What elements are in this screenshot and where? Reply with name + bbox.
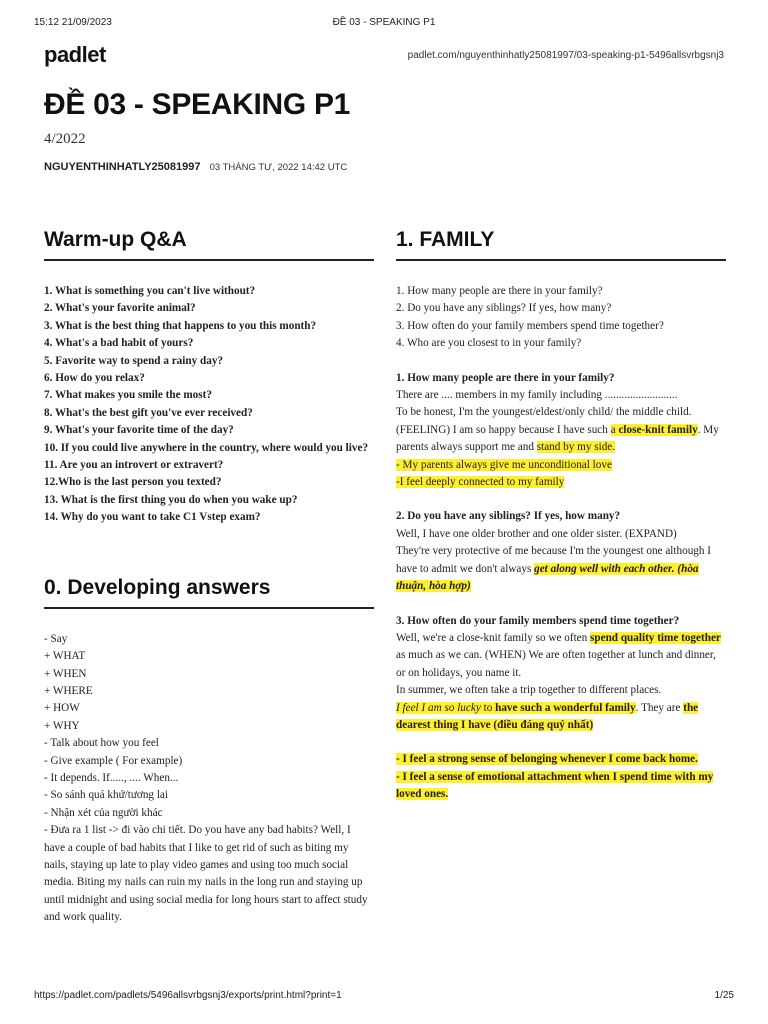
family-heading: 1. FAMILY xyxy=(396,228,726,261)
answer-line: Well, I have one older brother and one older sister. (EXPAND) xyxy=(396,527,677,540)
print-footer xyxy=(34,990,734,1004)
warmup-question: 7. What makes you smile the most? xyxy=(44,389,212,402)
answer-line: I feel I am so lucky to have such a wonderful family. They are the dearest thing I have (điều đáng quý nhất) xyxy=(396,701,699,731)
highlight-line: -I feel deeply connected to my family xyxy=(396,476,565,489)
answer-question-3: 3. How often do your family members spend time together? xyxy=(396,614,680,627)
highlight-phrase: I feel I am so lucky xyxy=(396,701,481,714)
family-question: 3. How often do your family members spend time together? xyxy=(396,319,664,332)
warmup-question: 3. What is the best thing that happens to you this month? xyxy=(44,319,317,332)
post-date: 03 THÁNG TƯ, 2022 14:42 UTC xyxy=(209,162,348,173)
developing-item: + WHEN xyxy=(44,667,87,680)
warmup-question: 6. How do you relax? xyxy=(44,372,145,385)
page-url[interactable]: padlet.com/nguyenthinhatly25081997/03-speaking-p1-5496allsvrbgsnj3 xyxy=(407,50,724,61)
answer-line: There are .... members in my family including .......................... xyxy=(396,389,678,402)
print-doc-title: ĐỀ 03 - SPEAKING P1 xyxy=(332,17,436,28)
warmup-question: 10. If you could live anywhere in the country, where would you live? xyxy=(44,441,369,454)
highlight-phrase: the dearest thing I have (điều đáng quý nhất) xyxy=(396,701,699,731)
family-content xyxy=(396,283,726,804)
developing-item: - So sánh quá khứ/tương lai xyxy=(44,789,169,802)
highlight-phrase: spend quality time together xyxy=(590,631,721,644)
highlight-line: - My parents always give me unconditional love xyxy=(396,458,612,471)
answer-line: (FEELING) I am so happy because I have such a close-knit family. My parents always support me and stand by my side. xyxy=(396,423,719,454)
warmup-question: 4. What's a bad habit of yours? xyxy=(44,337,194,350)
footer-url: https://padlet.com/padlets/5496allsvrbgsnj3/exports/print.html?print=1 xyxy=(34,990,342,1001)
developing-item: + WHAT xyxy=(44,650,86,663)
developing-paragraph: - Đưa ra 1 list -> đi vào chi tiết. Do you have any bad habits? Well, I have a couple of bad habits that I like to get rid of such as biting my nails, staying up late to play video games and using too much social media. Biting my nails can ruin my nails in the long run and staying up until midnight and using social media for long hours start to affect study and work quality. xyxy=(44,824,368,924)
post-meta xyxy=(44,161,347,173)
developing-item: - Give example ( For example) xyxy=(44,754,183,767)
print-header xyxy=(34,17,734,31)
warmup-heading: Warm-up Q&A xyxy=(44,228,374,261)
developing-item: - Talk about how you feel xyxy=(44,737,159,750)
answer-question-1: 1. How many people are there in your family? xyxy=(396,371,615,384)
developing-item: + HOW xyxy=(44,702,80,715)
developing-item: - It depends. If....., .... When... xyxy=(44,771,179,784)
warmup-question: 12.Who is the last person you texted? xyxy=(44,476,222,489)
left-column xyxy=(44,228,374,927)
developing-item: + WHY xyxy=(44,719,80,732)
print-timestamp: 15:12 21/09/2023 xyxy=(34,17,112,28)
developing-list xyxy=(44,631,374,927)
family-question: 4. Who are you closest to in your family? xyxy=(396,337,582,350)
answer-line: To be honest, I'm the youngest/eldest/only child/ the middle child. xyxy=(396,406,692,419)
highlight-phrase: get along well with each other xyxy=(534,562,672,575)
author-name[interactable]: NGUYENTHINHATLY25081997 xyxy=(44,161,201,173)
answer-line: In summer, we often take a trip together to different places. xyxy=(396,684,662,697)
developing-item: - Say xyxy=(44,632,68,645)
highlight-line: - I feel a strong sense of belonging whenever I come back home. xyxy=(396,753,698,766)
highlight-line: - I feel a sense of emotional attachment when I spend time with my loved ones. xyxy=(396,770,714,801)
warmup-question: 9. What's your favorite time of the day? xyxy=(44,424,234,437)
page-subtitle: 4/2022 xyxy=(44,131,86,147)
right-column xyxy=(396,228,726,804)
highlight-phrase: stand by my side. xyxy=(536,441,616,454)
warmup-question: 1. What is something you can't live without? xyxy=(44,285,256,297)
answer-question-2: 2. Do you have any siblings? If yes, how many? xyxy=(396,510,621,523)
answer-line: They're very protective of me because I'm the youngest one although I have to admit we don't always get along well with each other. (hòa thuận, hòa hợp) xyxy=(396,545,711,593)
developing-item: - Nhận xét của người khác xyxy=(44,806,163,819)
page-title: ĐỀ 03 - SPEAKING P1 xyxy=(44,88,351,121)
warmup-question: 13. What is the first thing you do when you wake up? xyxy=(44,493,298,506)
answer-line: Well, we're a close-knit family so we often spend quality time together as much as we can. (WHEN) We are often together at lunch and dinner, or on holidays, you name it. xyxy=(396,631,721,679)
highlight-phrase: have such a wonderful family xyxy=(495,701,636,714)
warmup-question: 14. Why do you want to take C1 Vstep exam? xyxy=(44,511,261,524)
page-number: 1/25 xyxy=(714,990,734,1001)
warmup-question: 11. Are you an introvert or extravert? xyxy=(44,459,224,472)
highlight-phrase: close-knit family xyxy=(618,423,698,436)
developing-heading: 0. Developing answers xyxy=(44,576,374,609)
warmup-question-list xyxy=(44,283,374,527)
padlet-logo[interactable]: padlet xyxy=(44,42,106,67)
family-question: 2. Do you have any siblings? If yes, how many? xyxy=(396,302,612,315)
warmup-question: 5. Favorite way to spend a rainy day? xyxy=(44,354,223,367)
family-question: 1. How many people are there in your family? xyxy=(396,285,603,297)
warmup-question: 2. What's your favorite animal? xyxy=(44,302,196,315)
developing-item: + WHERE xyxy=(44,684,93,697)
warmup-question: 8. What's the best gift you've ever received? xyxy=(44,406,253,419)
